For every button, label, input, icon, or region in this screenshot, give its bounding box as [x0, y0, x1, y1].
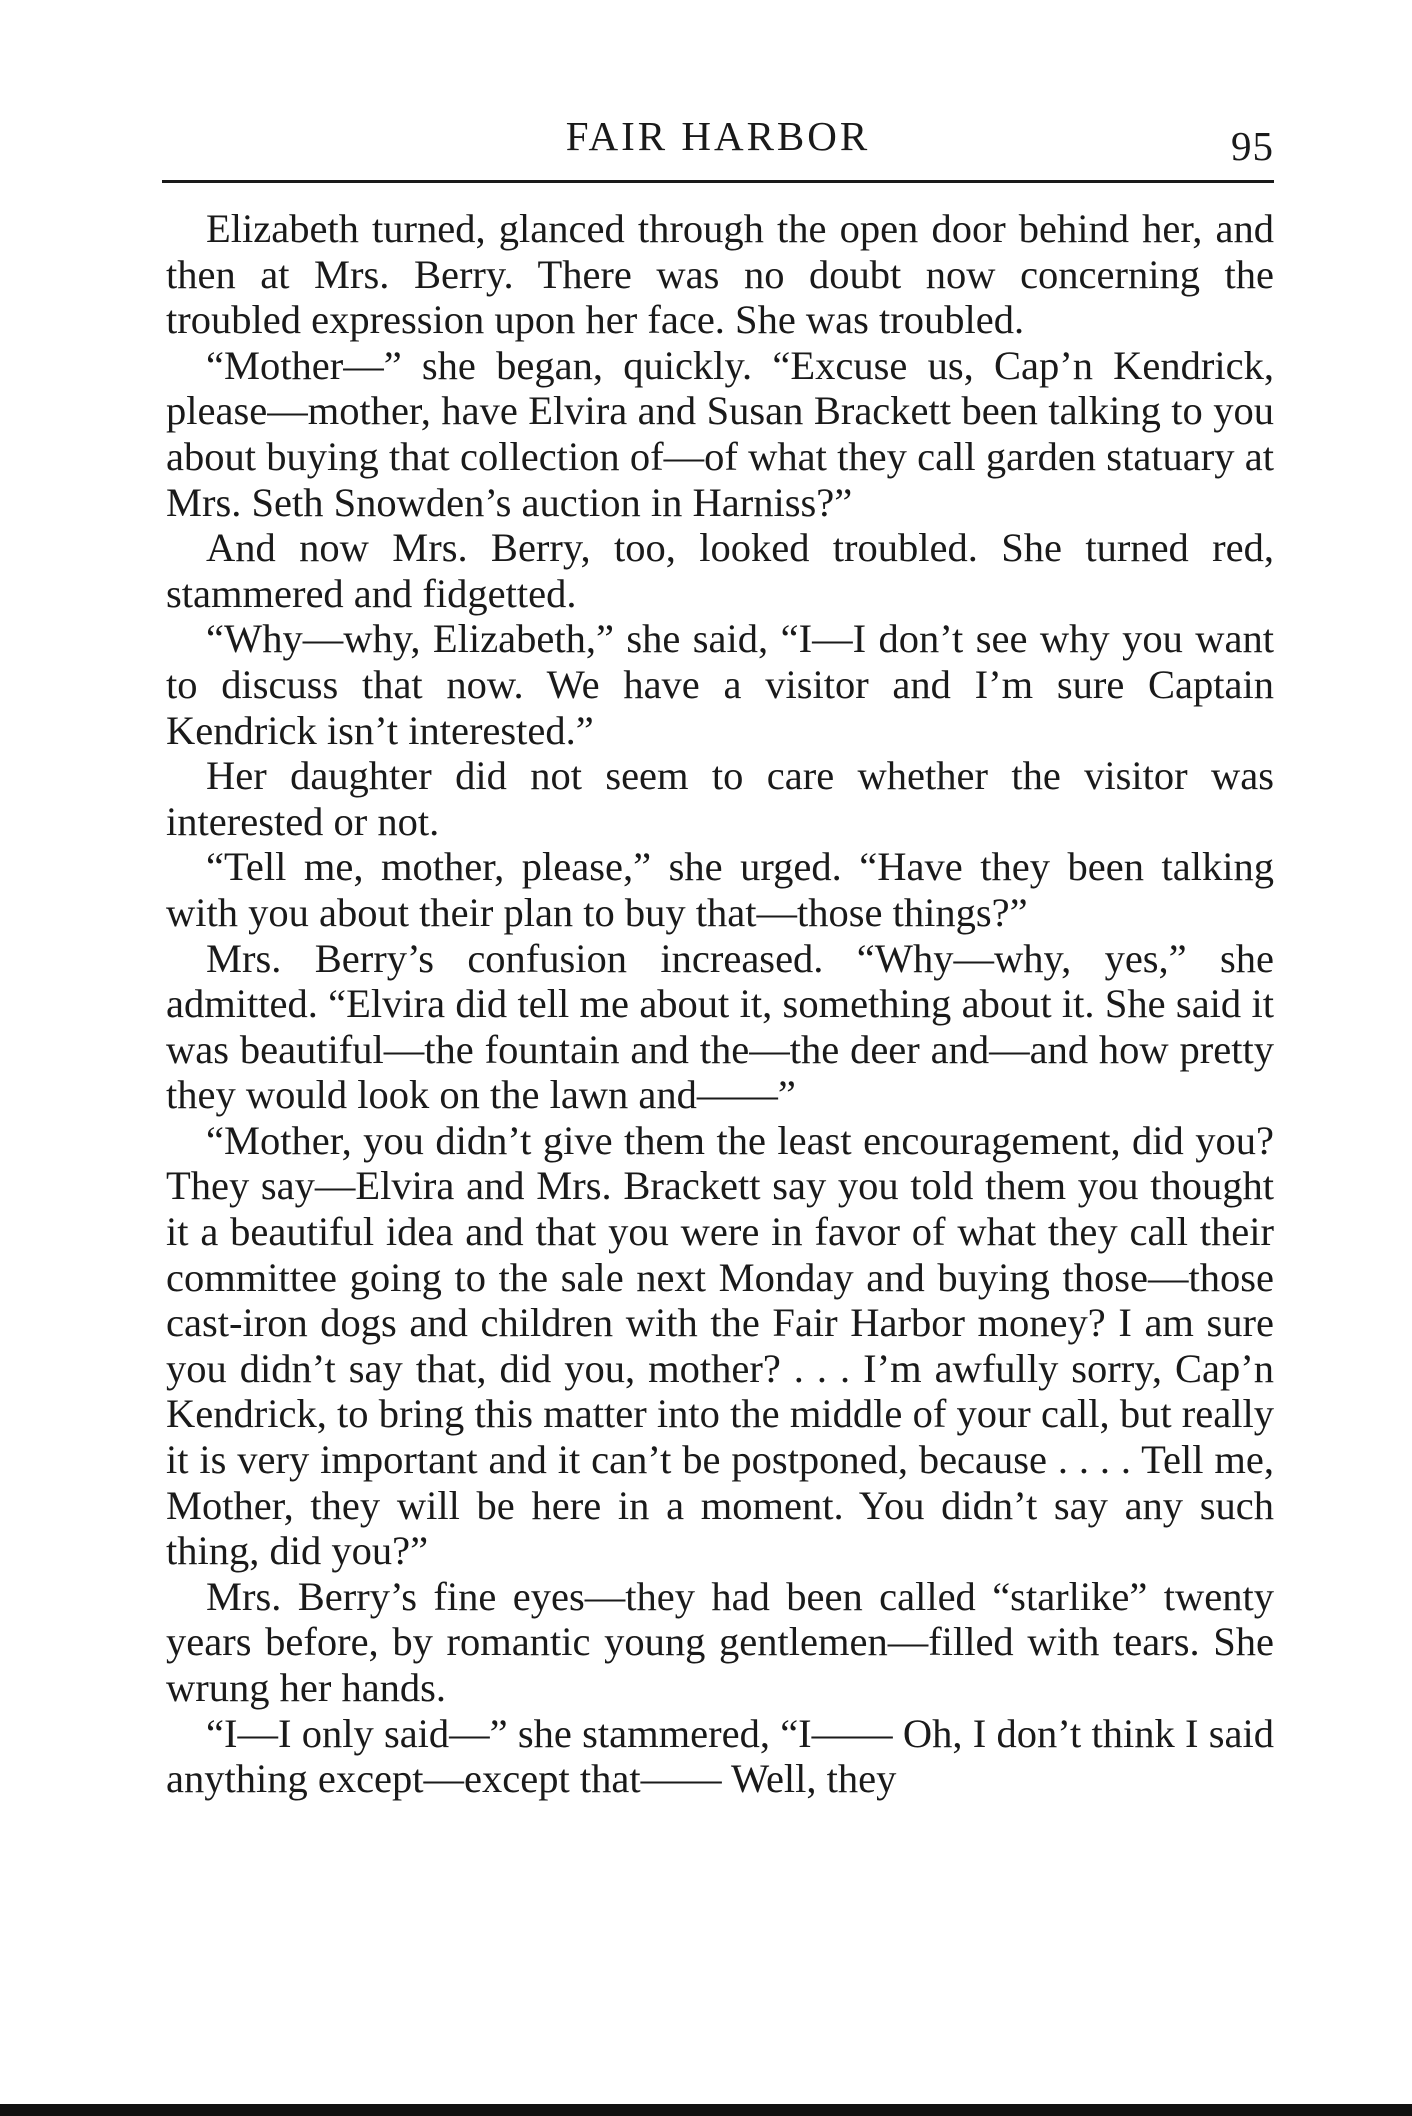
- paragraph: Elizabeth turned, glanced through the open door behind her, and then at Mrs. Berry. There was no doubt now concerning the troubled expression upon her face. She was troubled.: [166, 206, 1274, 343]
- paragraph: “Why—why, Elizabeth,” she said, “I—I don’t see why you want to discuss that now. We have a visitor and I’m sure Captain Kendrick isn’t interested.”: [166, 616, 1274, 753]
- paragraph: Mrs. Berry’s fine eyes—they had been called “starlike” twenty years before, by romantic young gentlemen—filled with tears. She wrung her hands.: [166, 1573, 1274, 1710]
- paragraph: Mrs. Berry’s confusion increased. “Why—why, yes,” she admitted. “Elvira did tell me about it, something about it. She said it was beautiful—the fountain and the—the deer and—and how pretty they would look on the lawn and——”: [166, 935, 1274, 1118]
- page-number: 95: [1231, 123, 1274, 169]
- paragraph: “Mother, you didn’t give them the least encouragement, did you? They say—Elvira and Mrs. Brackett say you told them you thought it a beautiful idea and that you were in favor of what they call their committee going to the sale next Monday and buying those—those cast-iron dogs and children with the Fair Harbor money? I am sure you didn’t say that, did you, mother? . . . I’m awfully sorry, Cap’n Kendrick, to bring this matter into the middle of your call, but really it is very important and it can’t be postponed, because . . . . Tell me, Mother, they will be here in a moment. You didn’t say any such thing, did you?”: [166, 1117, 1274, 1574]
- paragraph: “Tell me, mother, please,” she urged. “Have they been talking with you about their plan to buy that—those things?”: [166, 844, 1274, 935]
- header-rule: [162, 180, 1274, 183]
- paragraph: Her daughter did not seem to care whether the visitor was interested or not.: [166, 753, 1274, 844]
- page-bottom-edge: [0, 2104, 1412, 2116]
- running-head: [162, 108, 1274, 168]
- running-title: FAIR HARBOR: [565, 113, 871, 159]
- paragraph: And now Mrs. Berry, too, looked troubled. She turned red, stammered and fidgetted.: [166, 525, 1274, 616]
- body-text: [166, 206, 1274, 1802]
- paragraph: “I—I only said—” she stammered, “I—— Oh, I don’t think I said anything except—except that—— Well, they: [166, 1710, 1274, 1802]
- paragraph: “Mother—” she began, quickly. “Excuse us, Cap’n Kendrick, please—mother, have Elvira and Susan Brackett been talking to you about buying that collection of—of what they call garden statuary at Mrs. Seth Snowden’s auction in Harniss?”: [166, 342, 1274, 525]
